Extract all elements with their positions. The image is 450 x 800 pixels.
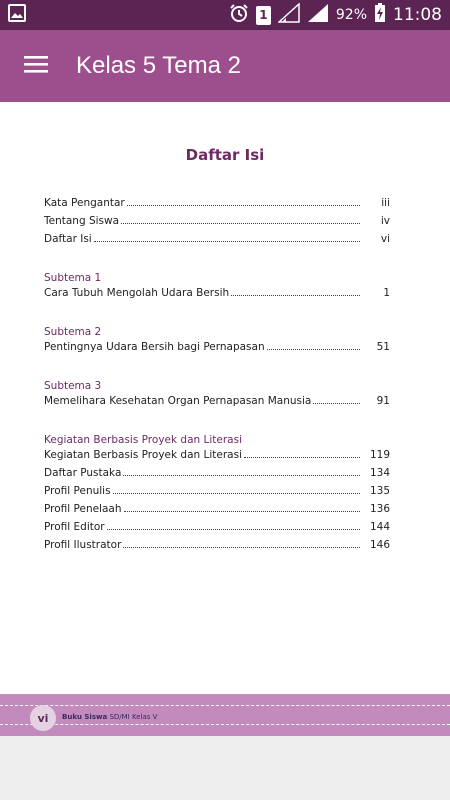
- toc-entry-label: Cara Tubuh Mengolah Udara Bersih: [44, 287, 230, 299]
- toc-entry-page: 144: [369, 521, 390, 533]
- toc-entry-label: Memelihara Kesehatan Organ Pernapasan Manusia: [44, 395, 312, 407]
- toc-entry[interactable]: [44, 485, 390, 503]
- toc-entry[interactable]: [44, 467, 390, 485]
- toc-entry-page: 91: [376, 395, 390, 407]
- battery-percent: 92%: [335, 7, 367, 23]
- status-bar: [0, 0, 450, 30]
- toc-entry-page: 119: [369, 449, 390, 461]
- toc-leader: [244, 457, 360, 458]
- footer-book-class: SD/MI Kelas V: [109, 713, 158, 721]
- viewer-background: [0, 736, 450, 800]
- battery-charging-icon: [374, 3, 386, 27]
- toc-entry[interactable]: [44, 341, 390, 359]
- toc-entry-page: 136: [369, 503, 390, 515]
- toc-entry[interactable]: [44, 449, 390, 467]
- toc-heading: Daftar Isi: [185, 146, 265, 164]
- toc-entry-page: 1: [383, 287, 390, 299]
- document-page[interactable]: [0, 102, 450, 694]
- toc-entry[interactable]: [44, 521, 390, 539]
- sim-icon: 1: [256, 6, 271, 25]
- toc-entry-page: 146: [369, 539, 390, 551]
- toc-entry-label: Profil Penelaah: [44, 503, 122, 515]
- app-title: Kelas 5 Tema 2: [76, 52, 241, 79]
- toc-entry-label: Kegiatan Berbasis Proyek dan Literasi: [44, 449, 242, 461]
- toc-entry-page: vi: [380, 233, 390, 245]
- toc-entry-page: iv: [380, 215, 390, 227]
- toc-leader: [313, 403, 360, 404]
- toc-leader: [107, 529, 360, 530]
- toc-leader: [94, 241, 360, 242]
- toc-entry[interactable]: [44, 287, 390, 305]
- toc-entry-page: iii: [381, 197, 390, 209]
- toc-entry[interactable]: [44, 197, 390, 215]
- toc-entry-page: 51: [376, 341, 390, 353]
- toc-entry-page: 134: [369, 467, 390, 479]
- footer-book-title: [62, 713, 157, 721]
- toc-entry-label: Pentingnya Udara Bersih bagi Pernapasan: [44, 341, 265, 353]
- toc-leader: [231, 295, 360, 296]
- toc-entry-label: Daftar Isi: [44, 233, 92, 245]
- toc-entry[interactable]: [44, 395, 390, 413]
- toc-section-title: Kegiatan Berbasis Proyek dan Literasi: [44, 434, 242, 446]
- clock: 11:08: [393, 5, 442, 25]
- toc-entry[interactable]: [44, 215, 390, 233]
- toc-leader: [123, 547, 360, 548]
- toc-leader: [267, 349, 360, 350]
- toc-leader: [127, 205, 360, 206]
- table-of-contents: [44, 197, 390, 557]
- toc-entry[interactable]: [44, 233, 390, 251]
- toc-entry-label: Kata Pengantar: [44, 197, 125, 209]
- toc-entry-label: Daftar Pustaka: [44, 467, 122, 479]
- menu-button[interactable]: [0, 30, 72, 102]
- footer-dashed-line: [0, 705, 450, 706]
- page-footer: [0, 694, 450, 736]
- toc-entry[interactable]: [44, 503, 390, 521]
- toc-entry-label: Profil Penulis: [44, 485, 111, 497]
- toc-leader: [124, 511, 361, 512]
- toc-entry-page: 135: [369, 485, 390, 497]
- toc-entry[interactable]: [44, 539, 390, 557]
- footer-book-name: Buku Siswa: [62, 713, 108, 721]
- toc-leader: [123, 475, 360, 476]
- toc-section-title: Subtema 3: [44, 380, 102, 392]
- footer-dashed-line: [0, 724, 450, 725]
- toc-leader: [121, 223, 360, 224]
- signal-icon: [278, 3, 300, 27]
- hamburger-icon: [24, 54, 48, 78]
- signal-icon: [307, 3, 329, 27]
- toc-leader: [113, 493, 360, 494]
- toc-section-title: Subtema 1: [44, 272, 102, 284]
- image-icon: [8, 4, 26, 26]
- toc-entry-label: Profil Ilustrator: [44, 539, 122, 551]
- toc-entry-label: Tentang Siswa: [44, 215, 120, 227]
- toc-section-title: Subtema 2: [44, 326, 102, 338]
- alarm-icon: [229, 3, 249, 27]
- page-number-badge: vi: [30, 705, 56, 731]
- app-bar: [0, 30, 450, 102]
- toc-entry-label: Profil Editor: [44, 521, 105, 533]
